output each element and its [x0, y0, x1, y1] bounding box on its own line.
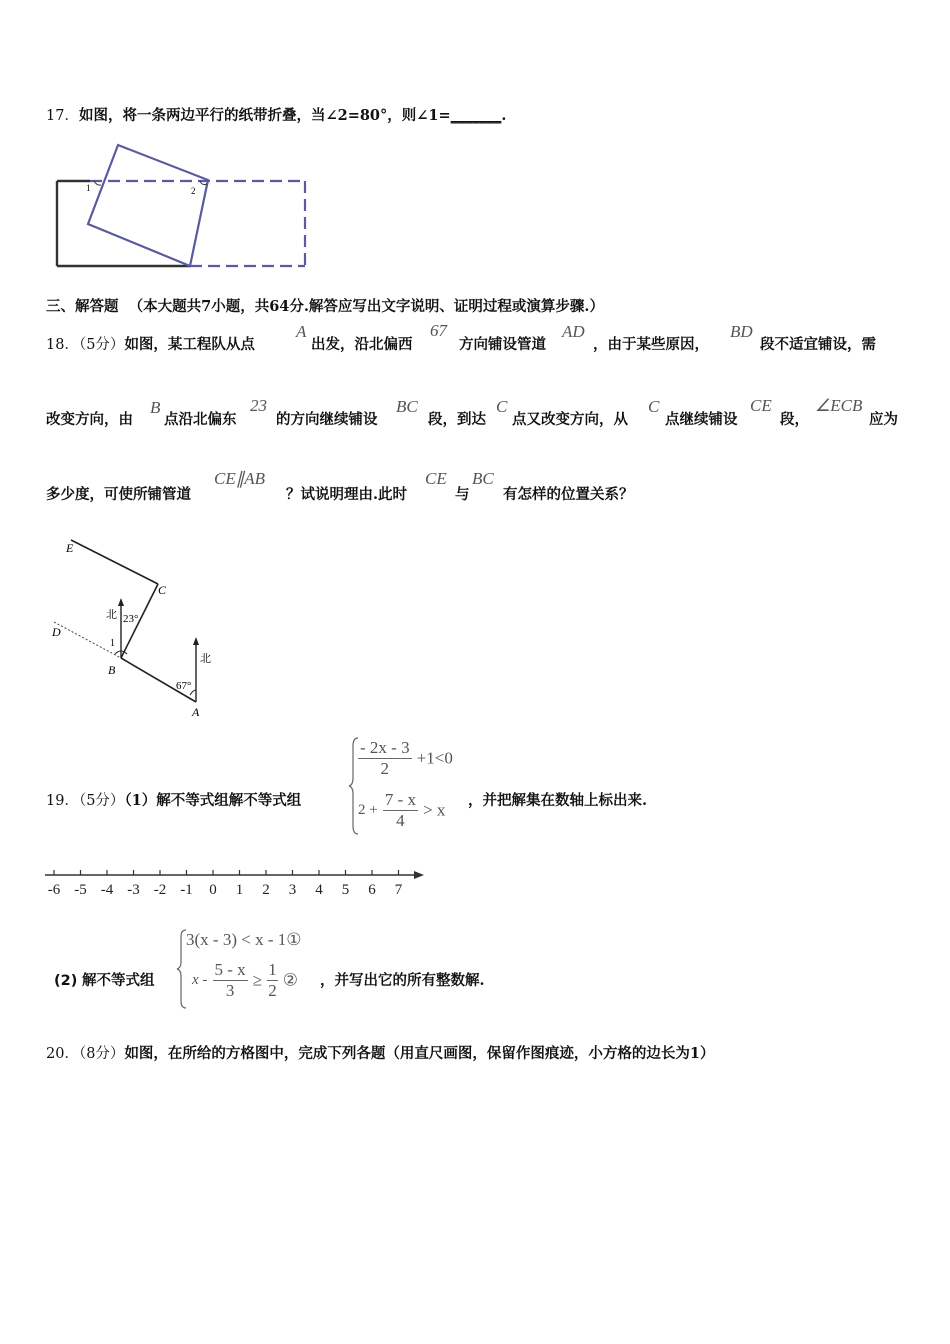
- fraction-denominator: 4: [396, 811, 405, 830]
- label-E: E: [66, 541, 74, 555]
- inequality-prefix: 2 +: [358, 802, 378, 818]
- text: 点沿北偏东: [164, 411, 237, 428]
- q19-line-1: [46, 789, 301, 810]
- text: 段不适宜铺设，需: [760, 336, 876, 353]
- question-score: （5分）: [78, 337, 125, 353]
- question-number: 19．: [46, 793, 79, 809]
- text: 解不等式组: [81, 972, 155, 989]
- math-CE: CE: [750, 396, 772, 415]
- question-text: 如图，将一条两边平行的纸带折叠，当∠2=80°，则∠1=: [78, 107, 451, 124]
- text: ，并把解集在数轴上标出来.: [468, 792, 648, 809]
- part-label: （1）: [124, 792, 157, 809]
- math-AD: AD: [562, 322, 585, 341]
- math-BC: BC: [472, 469, 494, 488]
- axis-label: -2: [153, 882, 167, 898]
- axis-label: -4: [100, 882, 114, 898]
- fraction-denominator: 2: [268, 981, 277, 1000]
- math-BC: BC: [396, 397, 418, 416]
- inequality-4: [192, 960, 298, 1001]
- text: 有怎样的位置关系？: [503, 486, 634, 503]
- inequality-2: [358, 790, 445, 831]
- text: 点继续铺设: [665, 411, 738, 428]
- question-number: 17．: [46, 108, 79, 124]
- axis-label: 2: [262, 882, 270, 898]
- pipeline-figure: [46, 530, 236, 720]
- label-C: C: [158, 583, 167, 597]
- label-23deg: 23°: [123, 613, 139, 625]
- axis-label: -6: [47, 882, 61, 898]
- axis-label: 3: [288, 882, 297, 898]
- angle-1-label: 1: [86, 183, 91, 193]
- text: 多少度，可使所铺管道: [46, 486, 191, 503]
- math-C: C: [648, 397, 660, 416]
- math-ECB: ∠ECB: [815, 396, 863, 415]
- inequality-rest: > x: [423, 800, 446, 820]
- inequality-3: 3(x - 3) < x - 1①: [186, 930, 302, 949]
- math-67: 67: [430, 321, 447, 340]
- fraction-numerator: 7 - x: [384, 790, 416, 809]
- text: 方向铺设管道: [459, 336, 546, 353]
- section-desc: （本大题共7小题，共64分.解答应写出文字说明、证明过程或演算步骤.）: [128, 298, 604, 315]
- q19-part-2: [54, 969, 154, 990]
- label-angle-1: 1: [110, 638, 115, 649]
- number-line: [40, 862, 430, 902]
- text: 出发，沿北偏西: [311, 336, 413, 353]
- folded-strip-figure: [50, 140, 315, 272]
- axis-label: 1: [235, 882, 244, 898]
- fraction-numerator: 5 - x: [214, 960, 246, 979]
- number-line-ticks: [48, 870, 403, 898]
- part-label: (2): [54, 973, 78, 989]
- math-CE-parallel-AB: CE∥AB: [214, 469, 265, 488]
- label-north-2: 北: [200, 653, 211, 665]
- text: 应为: [869, 411, 898, 428]
- fraction-denominator: 2: [380, 759, 390, 778]
- axis-label: -3: [127, 882, 140, 898]
- question-number: 20．: [46, 1046, 79, 1062]
- axis-label: 5: [341, 882, 350, 898]
- label-north: 北: [106, 609, 117, 621]
- text: ，并写出它的所有整数解.: [320, 972, 485, 989]
- label-D: D: [52, 625, 61, 639]
- text: 段，: [780, 411, 809, 428]
- question-text: 如图，在所给的方格图中，完成下列各题（用直尺画图，保留作图痕迹，小方格的边长为1）: [124, 1045, 715, 1062]
- math-CE: CE: [425, 469, 447, 488]
- text: ，由于某些原因，: [593, 336, 709, 353]
- question-number: 18．: [46, 337, 79, 353]
- axis-label: -1: [180, 882, 193, 898]
- axis-label: 4: [315, 882, 323, 898]
- text: 点又改变方向，从: [512, 411, 628, 428]
- label-67deg: 67°: [176, 680, 192, 692]
- text: 解不等式组解不等式组: [156, 792, 302, 809]
- axis-label: 7: [394, 882, 403, 898]
- label-B: B: [108, 663, 116, 677]
- angle-2-label: 2: [191, 186, 196, 196]
- circled-2: ②: [282, 970, 299, 990]
- inequality-rest: +1<0: [416, 748, 453, 768]
- text: 段，到达: [428, 411, 486, 428]
- q20-line: [46, 1042, 715, 1063]
- geq-sign: ≥: [252, 970, 263, 990]
- q17-line: [46, 104, 506, 125]
- text: 改变方向，由: [46, 411, 133, 428]
- period: .: [501, 107, 507, 124]
- answer-blank: _______: [450, 107, 502, 124]
- section-heading: [46, 295, 604, 316]
- text: ？试说明理由.此时: [286, 486, 408, 503]
- label-A: A: [192, 705, 200, 719]
- axis-label: 0: [209, 882, 217, 898]
- math-23: 23: [250, 396, 267, 415]
- math-B: B: [150, 398, 161, 417]
- text: 与: [455, 486, 470, 503]
- math-A: A: [296, 322, 307, 341]
- question-score: （8分）: [78, 1046, 125, 1062]
- math-C: C: [496, 397, 508, 416]
- fraction-numerator: 1: [268, 960, 277, 979]
- inequality-1: [358, 738, 453, 779]
- fraction-numerator: - 2x - 3: [360, 738, 410, 757]
- math-BD: BD: [730, 322, 753, 341]
- axis-label: -5: [74, 882, 87, 898]
- question-score: （5分）: [78, 793, 125, 809]
- q18-line-1: [46, 333, 255, 354]
- fraction-denominator: 3: [225, 981, 235, 1000]
- inequality-prefix: x -: [192, 972, 208, 988]
- text: 的方向继续铺设: [276, 411, 378, 428]
- section-title: 三、解答题: [46, 298, 119, 315]
- axis-label: 6: [368, 882, 376, 898]
- text: 如图，某工程队从点: [124, 336, 255, 353]
